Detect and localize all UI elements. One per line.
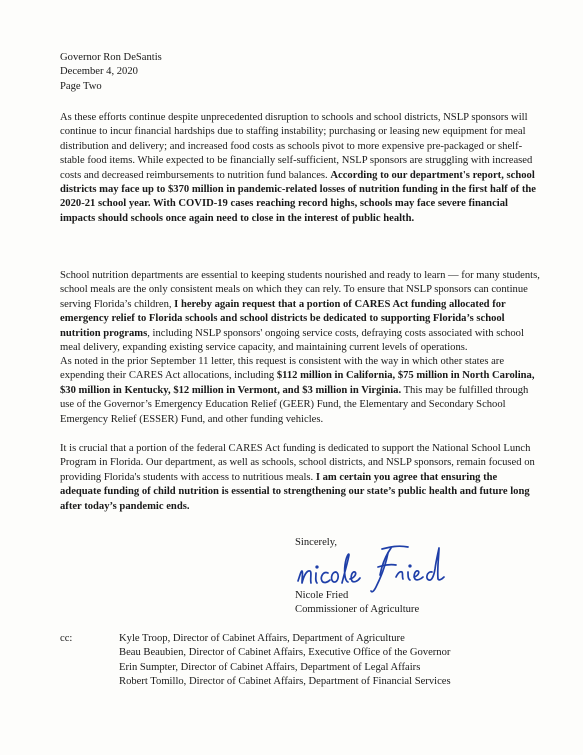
paragraph-2-text-start: School nutrition departments are essential to keeping students nourished and ready to learn — for many students, school meals are the only consistent meals on which they can rely. To ensure that NSLP sponsors can continue serving Florida’s children, (60, 270, 540, 310)
paragraph-3-bold: $112 million in California, $75 million in North Carolina, $30 million in Kentucky, $12 million in Vermont, and $3 million in Virginia. (60, 370, 535, 396)
paragraph-3-text-end: This may be fulfilled through use of the Governor’s Emergency Education Relief (GEER) Fund, the Elementary and Secondary School Emergency Relief (ESSER) Fund, and other funding vehicles. (60, 384, 529, 425)
sincerely-closing: Sincerely, (295, 537, 337, 548)
cc-recipient: Robert Tomillo, Director of Cabinet Affairs, Department of Financial Services (119, 676, 451, 688)
paragraph-3 (60, 355, 540, 427)
paragraph-1-text: As these efforts continue despite unprecedented disruption to schools and school districts, NSLP sponsors will continue to incur financial hardships due to staffing instability; purchasing or leasing new equipment for meal distribution and delivery; and increased food costs as schools pivot to more expensive pre-packaged or shelf-stable food items. While expected to be financially self-sufficient, NSLP sponsors are struggling with increased costs and decreased reimbursements to nutrition fund balances. (60, 112, 533, 181)
paragraph-2-text-end: , including NSLP sponsors' ongoing service costs, defraying costs associated with school meal delivery, expanding existing service capacity, and maintaining current levels of operations. (60, 327, 524, 354)
paragraph-1-bold: According to our department's report, school districts may face up to $370 million in pandemic-related losses of nutrition funding in the first half of the 2020-21 school year. With COVID-19 cases reaching record highs, schools may face severe financial impacts should schools once again need to close in the interest of public health. (60, 169, 536, 224)
signer-name: Nicole Fried (295, 590, 349, 601)
paragraph-3-text-start: As noted in the prior September 11 letter, this request is consistent with the way in which other states are expending their CARES Act allocations, including (60, 356, 505, 382)
letter-header (60, 51, 162, 94)
signer-title: Commissioner of Agriculture (295, 604, 420, 616)
paragraph-4-bold: I am certain you agree that ensuring the adequate funding of child nutrition is essential to strengthening our state’s public health and future long after today’s pandemic ends. (60, 471, 530, 512)
cc-recipient: Beau Beaubien, Director of Cabinet Affairs, Executive Office of the Governor (119, 647, 451, 659)
paragraph-4-text: It is crucial that a portion of the federal CARES Act funding is dedicated to support the National School Lunch Program in Florida. Our department, as well as schools, school districts, and NSLP sponsors, remain focused on providing Florida's students with access to nutritious meals. (60, 443, 535, 483)
cc-recipient: Kyle Troop, Director of Cabinet Affairs, Department of Agriculture (119, 633, 405, 644)
cc-label: cc: (60, 633, 73, 644)
date-line: December 4, 2020 (60, 66, 138, 78)
cc-recipient: Erin Sumpter, Director of Cabinet Affairs, Department of Legal Affairs (119, 661, 421, 673)
signer-block (295, 589, 419, 618)
paragraph-2-bold: I hereby again request that a portion of CARES Act funding allocated for emergency relief to Florida schools and school districts be dedicated to supporting Florida’s school nutrition programs (60, 298, 506, 339)
cc-list (119, 632, 451, 690)
recipient-line: Governor Ron DeSantis (60, 52, 162, 63)
paragraph-4 (60, 442, 540, 514)
paragraph-1 (60, 111, 540, 226)
paragraph-2 (60, 269, 540, 355)
page-number-line: Page Two (60, 80, 102, 92)
